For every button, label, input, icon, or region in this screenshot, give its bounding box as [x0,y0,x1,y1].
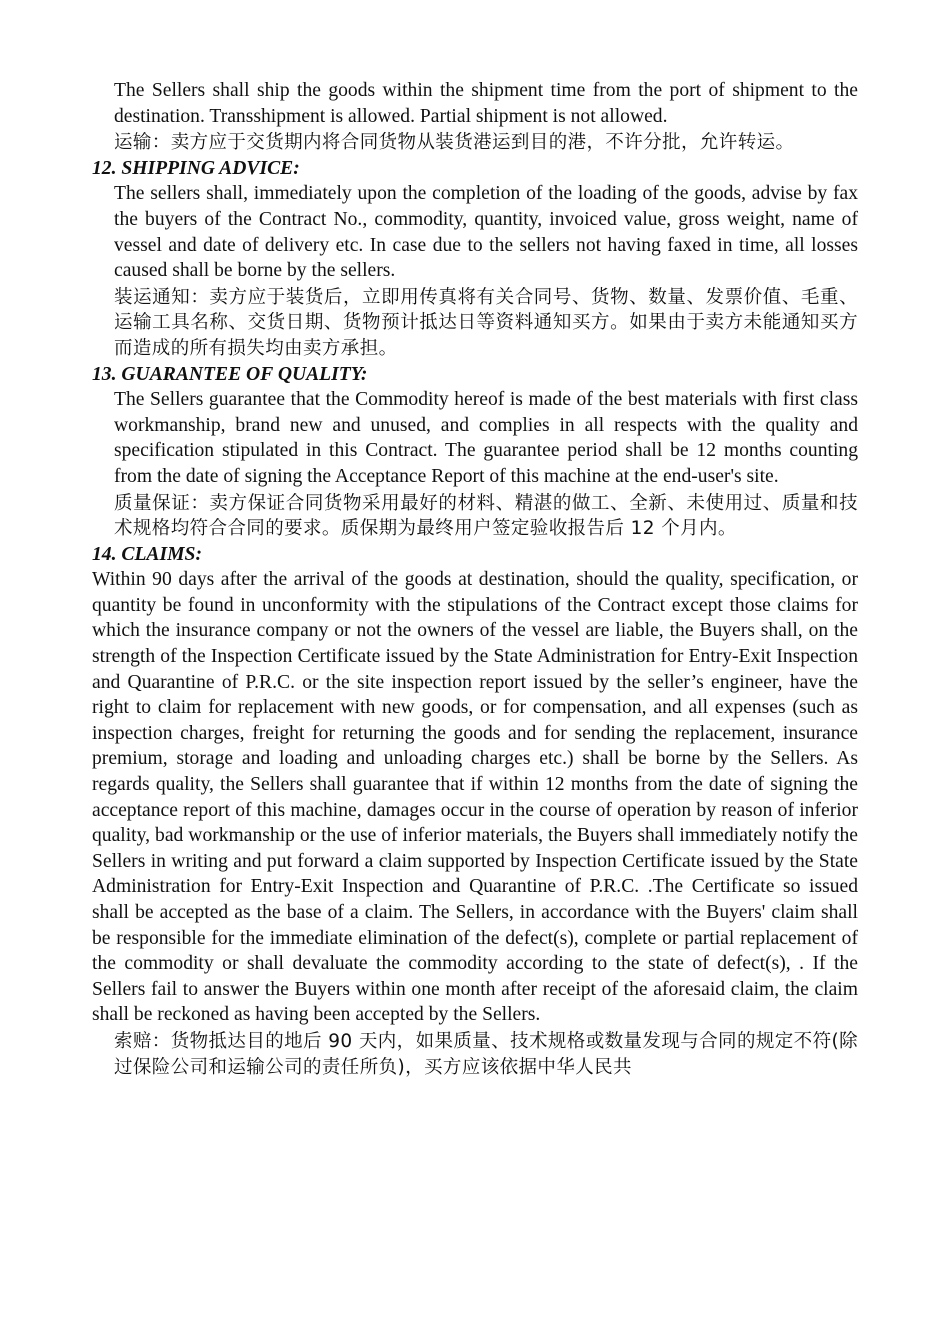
guarantee-of-quality-heading: 13. GUARANTEE OF QUALITY: [92,363,368,385]
section-shipment [92,78,858,156]
shipping-advice-english-paragraph: The sellers shall, immediately upon the completion of the loading of the goods, advise by fax the buyers of the Contract No., commodity, quantity, invoiced value, gross weight, name of vessel and date of delivery etc. In case due to the sellers not having faxed in time, all losses caused shall be borne by the sellers. [114,183,858,282]
guarantee-chinese-paragraph: 质量保证：卖方保证合同货物采用最好的材料、精湛的做工、全新、未使用过、质量和技术规格均符合合同的要求。质保期为最终用户签定验收报告后 12 个月内。 [114,492,858,540]
claims-heading: 14. CLAIMS: [92,543,202,565]
contract-page [92,78,858,1080]
section-guarantee-of-quality [92,387,858,542]
claims-english-paragraph: Within 90 days after the arrival of the goods at destination, should the quality, specification, or quantity be found in unconformity with the stipulations of the Contract except those claims for which the insurance company or not the owners of the vessel are liable, the Buyers shall, on the strength of the Inspection Certificate issued by the State Administration for Entry-Exit Inspection and Quarantine of P.R.C. or the site inspection report issued by the seller’s engineer, have the right to claim for replacement with new goods, or for compensation, and all expenses (such as inspection charges, freight for returning the goods and for sending the replacement, insurance premium, storage and loading and unloading charges etc.) shall be borne by the Sellers. As regards quality, the Sellers shall guarantee that if within 12 months from the date of signing the acceptance report of this machine, damages occur in the course of operation by reason of inferior quality, bad workmanship or the use of inferior materials, the Buyers shall immediately notify the Sellers in writing and put forward a claim supported by Inspection Certificate issued by the State Administration for Entry-Exit Inspection and Quarantine of P.R.C. .The Certificate so issued shall be accepted as the base of a claim. The Sellers, in accordance with the Buyers' claim shall be responsible for the immediate elimination of the defect(s), complete or partial replacement of the commodity or shall devaluate the commodity according to the state of defect(s), . If the Sellers fail to answer the Buyers within one month after receipt of the aforesaid claim, the claim shall be reckoned as having been accepted by the Sellers. [92,569,858,1026]
claims-chinese-paragraph: 索赔：货物抵达目的地后 90 天内，如果质量、技术规格或数量发现与合同的规定不符(除过保险公司和运输公司的责任所负)，买方应该依据中华人民共 [114,1030,858,1078]
section-shipping-advice [92,181,858,361]
guarantee-english-paragraph: The Sellers guarantee that the Commodity hereof is made of the best materials with first class workmanship, brand new and unused, and complies in all respects with the quality and specification stipulated in this Contract. The guarantee period shall be 12 months counting from the date of signing the Acceptance Report of this machine at the end-user's site. [114,389,858,487]
shipment-english-paragraph: The Sellers shall ship the goods within the shipment time from the port of shipment to the destination. Transshipment is allowed. Partial shipment is not allowed. [114,80,858,127]
shipping-advice-chinese-paragraph: 装运通知：卖方应于装货后，立即用传真将有关合同号、货物、数量、发票价值、毛重、运输工具名称、交货日期、货物预计抵达日等资料通知买方。如果由于卖方未能通知买方而造成的所有损失均由卖方承担。 [114,286,858,359]
shipment-chinese-paragraph: 运输：卖方应于交货期内将合同货物从装货港运到目的港，不许分批，允许转运。 [114,132,795,154]
shipping-advice-heading: 12. SHIPPING ADVICE: [92,157,300,179]
section-claims-chinese [92,1029,858,1080]
